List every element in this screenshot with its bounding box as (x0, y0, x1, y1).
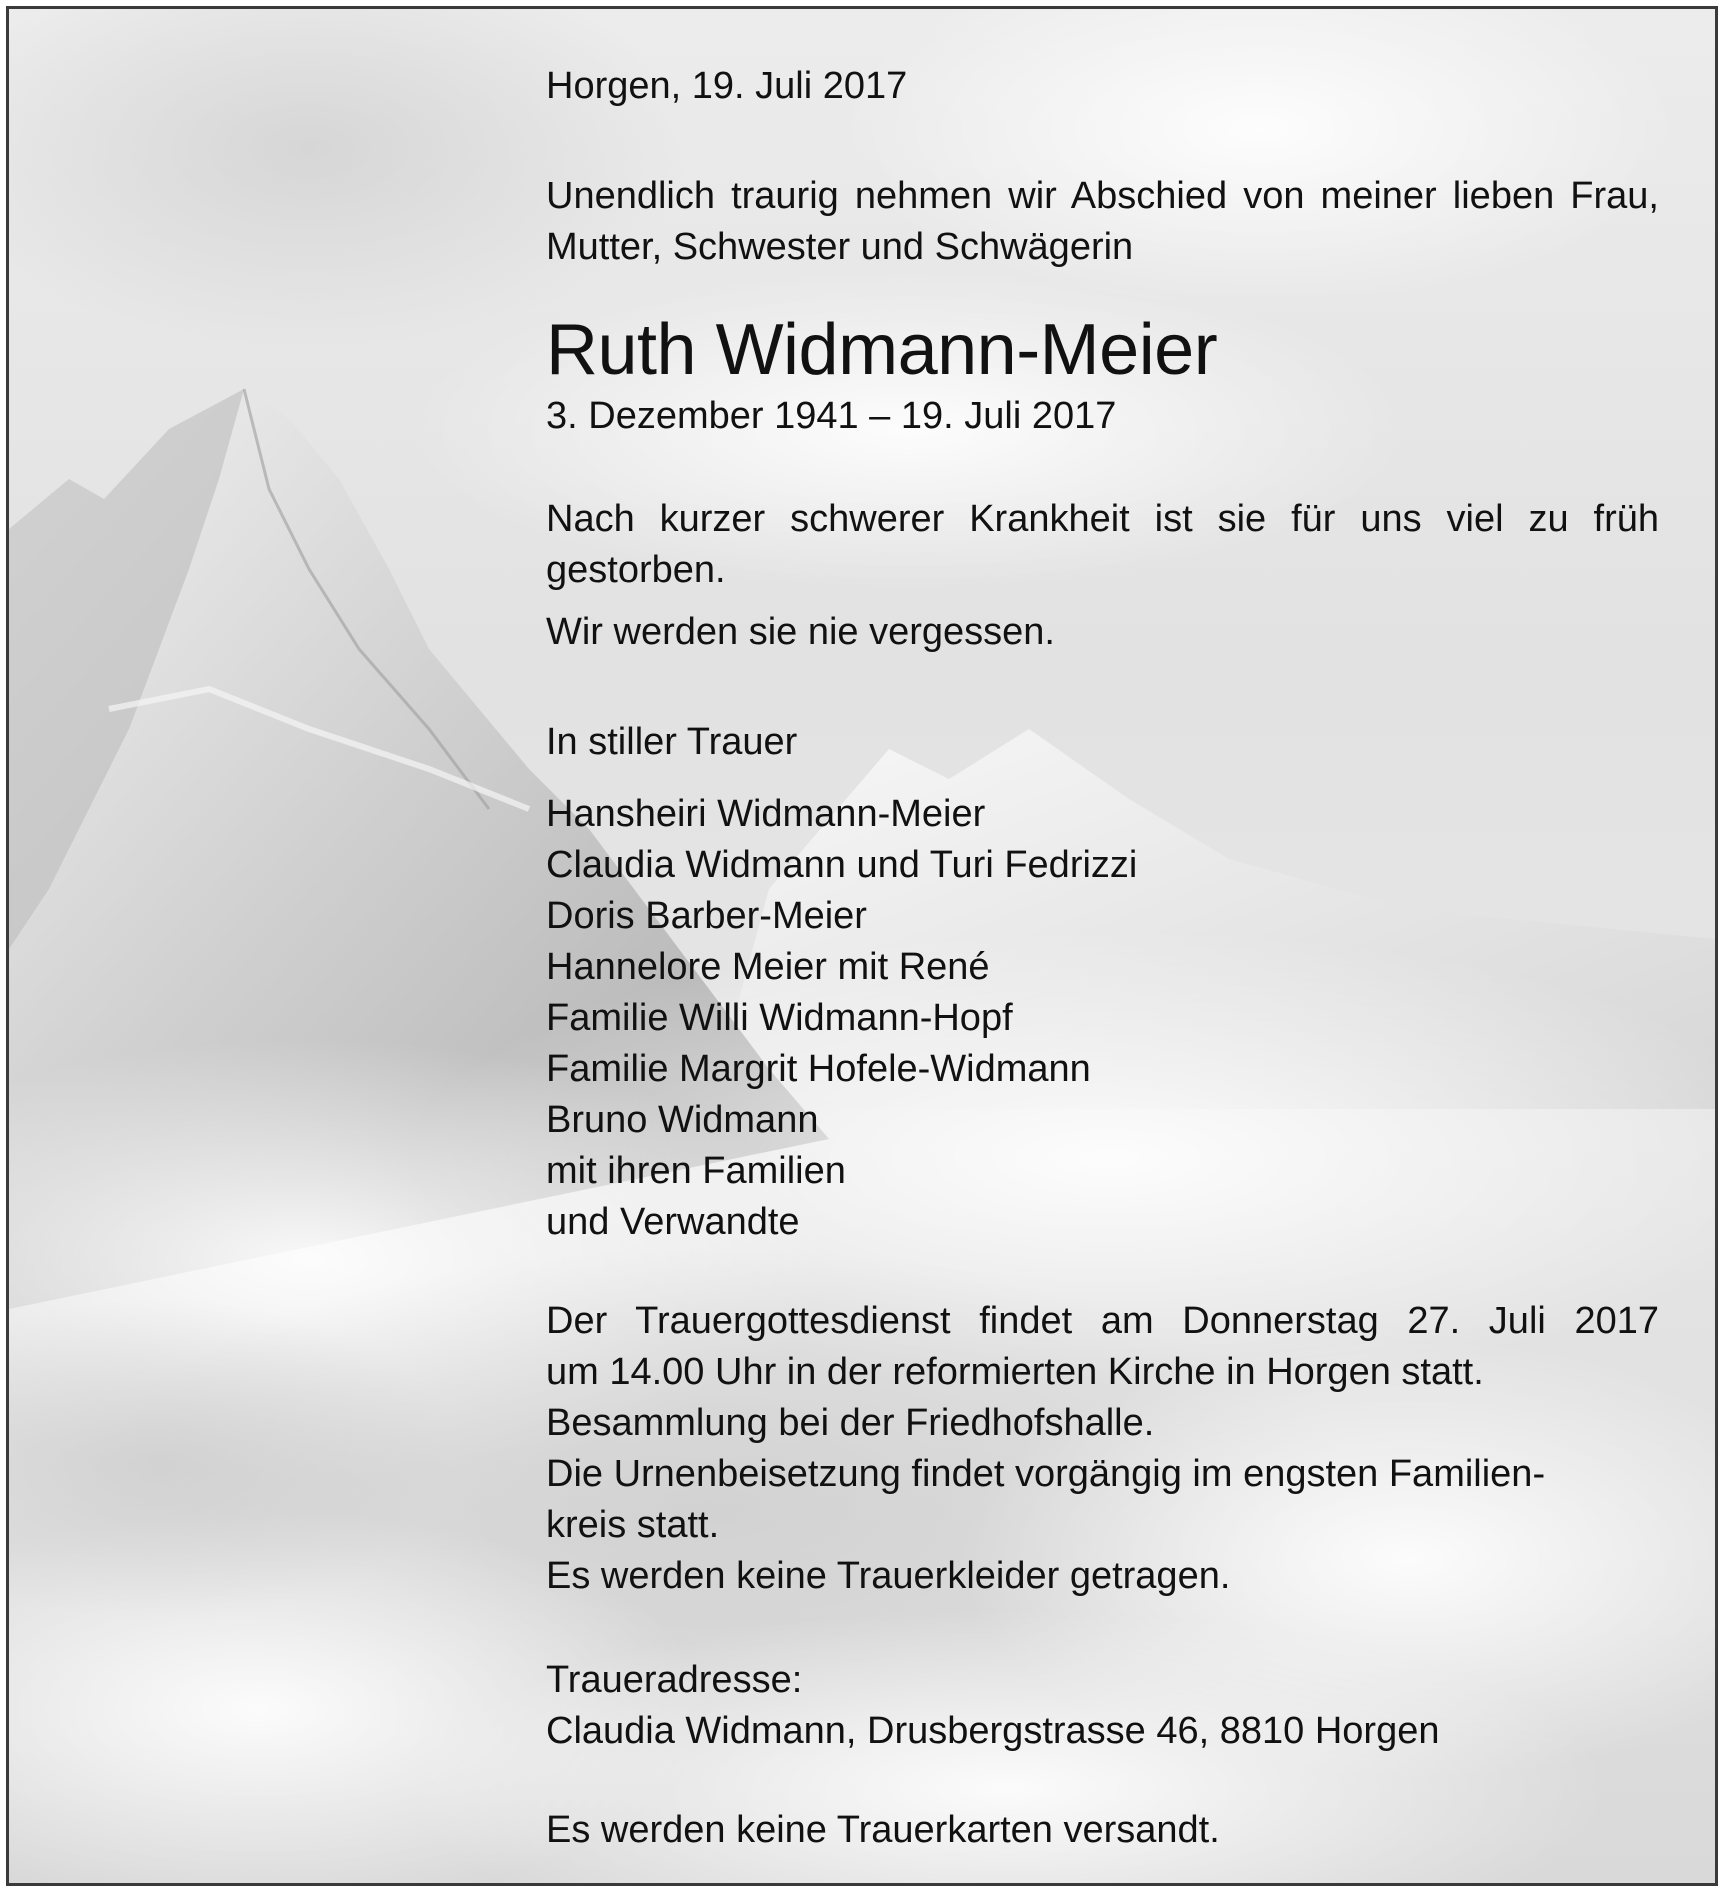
mourners-list (546, 789, 1137, 1248)
lifespan: 3. Dezember 1941 – 19. Juli 2017 (546, 395, 1117, 437)
mourner-item: Claudia Widmann und Turi Fedrizzi (546, 844, 1138, 886)
mourning-address (546, 1655, 1439, 1757)
place-date: Horgen, 19. Juli 2017 (546, 65, 908, 107)
service-line: um 14.00 Uhr in der reformierten Kirche in Horgen statt. (546, 1351, 1484, 1393)
remembrance-text: Wir werden sie nie vergessen. (546, 611, 1055, 653)
mourner-item: Familie Willi Widmann-Hopf (546, 997, 1013, 1039)
obituary-notice (6, 6, 1718, 1886)
passing-text: Nach kurzer schwerer Krankheit ist sie für uns viel zu früh gestorben. (546, 498, 1659, 591)
mourner-item: Hannelore Meier mit René (546, 946, 990, 988)
service-line: Der Trauergottesdienst findet am Donnerstag 27. Juli 2017 (546, 1300, 1659, 1342)
mourner-item: und Verwandte (546, 1201, 800, 1243)
intro-text: Unendlich traurig nehmen wir Abschied von meiner lieben Frau, Mutter, Schwester und Schwägerin (546, 175, 1659, 268)
service-details (546, 1296, 1659, 1602)
service-line: Besammlung bei der Friedhofshalle. (546, 1402, 1155, 1444)
service-line: Die Urnenbeisetzung findet vorgängig im engsten Familien- (546, 1453, 1546, 1495)
address-label: Traueradresse: (546, 1659, 803, 1701)
address-value: Claudia Widmann, Drusbergstrasse 46, 8810 Horgen (546, 1710, 1440, 1752)
service-line: kreis statt. (546, 1504, 720, 1546)
mourner-item: Bruno Widmann (546, 1099, 819, 1141)
mourner-item: Familie Margrit Hofele-Widmann (546, 1048, 1091, 1090)
mourning-heading: In stiller Trauer (546, 721, 798, 763)
closing-text: Es werden keine Trauerkarten versandt. (546, 1809, 1220, 1851)
mourner-item: Hansheiri Widmann-Meier (546, 793, 986, 835)
service-line: Es werden keine Trauerkleider getragen. (546, 1555, 1231, 1597)
mourner-item: mit ihren Familien (546, 1150, 846, 1192)
deceased-name: Ruth Widmann-Meier (546, 310, 1218, 390)
mourner-item: Doris Barber-Meier (546, 895, 867, 937)
